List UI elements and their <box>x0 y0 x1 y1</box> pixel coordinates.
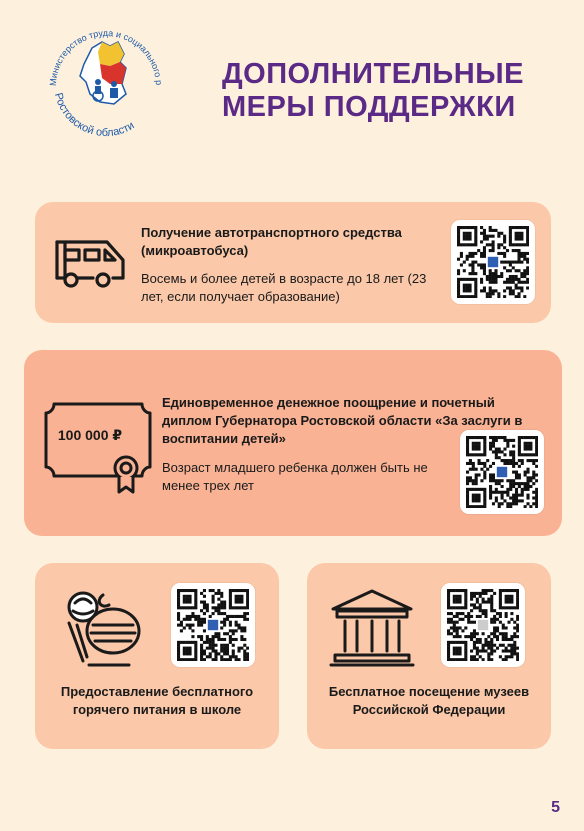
museums-qr-code[interactable] <box>441 583 525 667</box>
ministry-logo <box>40 12 172 144</box>
qr-pattern <box>177 589 249 661</box>
award-qr-code[interactable] <box>460 430 544 514</box>
diploma-icon <box>44 402 152 494</box>
qr-pattern <box>457 226 529 298</box>
qr-pattern <box>447 589 519 661</box>
vehicle-card <box>35 202 551 323</box>
page-title-line2: МЕРЫ ПОДДЕРЖКИ <box>222 91 516 123</box>
meals-card <box>35 563 279 749</box>
qr-emblem <box>208 620 218 630</box>
qr-pattern <box>466 436 538 508</box>
vehicle-qr-code[interactable] <box>451 220 535 304</box>
qr-emblem <box>478 620 488 630</box>
qr-emblem <box>497 467 507 477</box>
qr-emblem <box>488 257 498 267</box>
page-number: 5 <box>551 799 560 816</box>
meals-description: Предоставление бесплатного горячего питания в школе <box>60 684 254 717</box>
museums-card <box>307 563 551 749</box>
award-card <box>24 350 562 536</box>
logo-arc-text: Министерство труда и социального р <box>47 27 165 87</box>
award-condition-text: Возраст младшего ребенка должен быть не менее трех лет <box>162 460 428 493</box>
meal-icon <box>61 585 147 671</box>
award-condition <box>162 459 440 495</box>
meals-qr-code[interactable] <box>171 583 255 667</box>
page-title <box>222 58 562 124</box>
vehicle-title: Получение автотранспортного средства (микроавтобуса) <box>141 225 402 258</box>
page-title-line1: ДОПОЛНИТЕЛЬНЫЕ <box>222 58 524 90</box>
museums-description: Бесплатное посещение музеев Российской Федерации <box>328 684 530 717</box>
vehicle-description <box>141 224 437 306</box>
logo-region-text: Ростовской области <box>51 91 137 140</box>
award-amount: 100 000 ₽ <box>57 427 123 443</box>
vehicle-condition: Восемь и более детей в возрасте до 18 лет (23 лет, если получает образование) <box>141 271 427 304</box>
museum-icon <box>327 587 417 669</box>
minibus-icon <box>51 236 129 292</box>
award-title: Единовременное денежное поощрение и почетный диплом Губернатора Ростовской области «За заслуги в воспитании детей» <box>162 395 523 446</box>
